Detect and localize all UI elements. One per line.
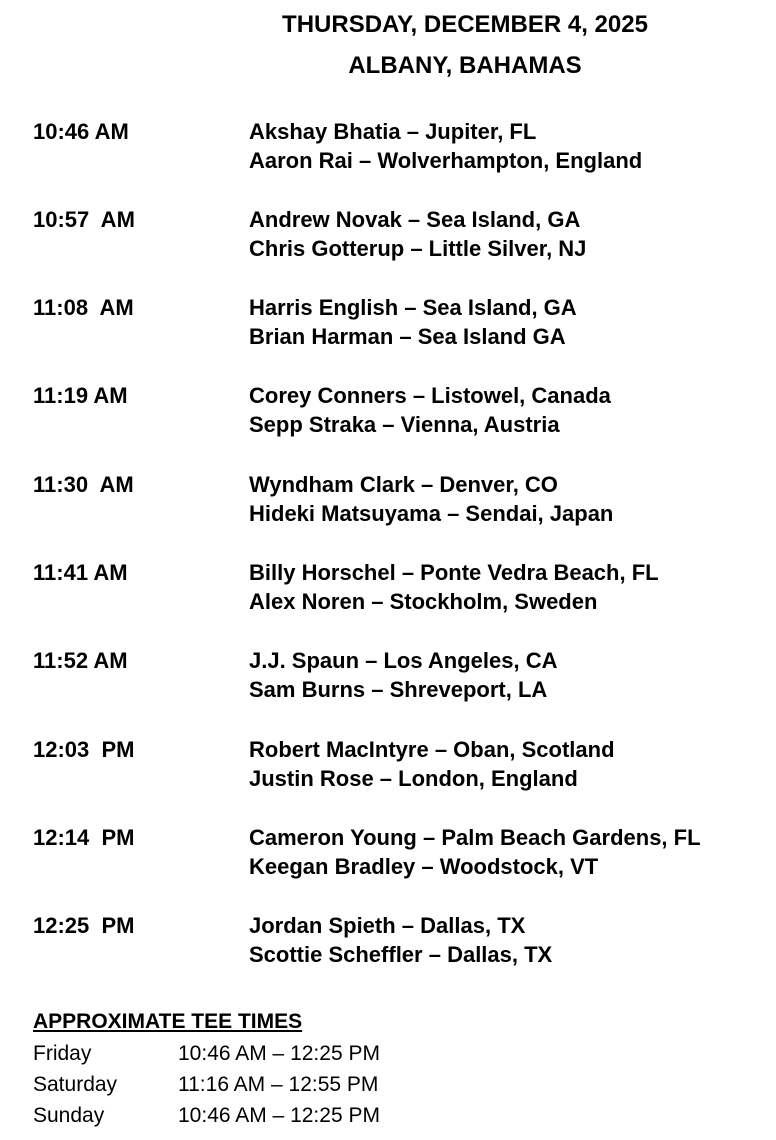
approximate-time-range: 10:46 AM – 12:25 PM (178, 1042, 380, 1065)
pairing-group (0, 293, 776, 353)
player-entry: Robert MacIntyre – Oban, Scotland (249, 737, 615, 762)
approximate-tee-time-row (0, 1070, 776, 1100)
tee-time: 12:03 PM (33, 737, 135, 762)
approximate-day: Saturday (33, 1073, 118, 1096)
pairing-group (0, 823, 776, 883)
pairing-group (0, 911, 776, 971)
schedule-date-heading: THURSDAY, DECEMBER 4, 2025 (282, 11, 648, 38)
player-entry: Sepp Straka – Vienna, Austria (249, 412, 560, 437)
pairing-group (0, 205, 776, 265)
player-entry: Chris Gotterup – Little Silver, NJ (249, 236, 587, 261)
tee-time: 11:41 AM (33, 560, 128, 585)
pairing-group (0, 117, 776, 177)
pairing-group (0, 381, 776, 441)
player-entry: Andrew Novak – Sea Island, GA (249, 207, 581, 232)
approximate-time-range: 10:46 AM – 12:25 PM (178, 1104, 380, 1127)
pairing-group (0, 558, 776, 618)
player-entry: Scottie Scheffler – Dallas, TX (249, 942, 553, 967)
player-entry: Cameron Young – Palm Beach Gardens, FL (249, 825, 701, 850)
player-entry: Jordan Spieth – Dallas, TX (249, 913, 526, 938)
player-entry: Keegan Bradley – Woodstock, VT (249, 854, 599, 879)
pairing-group (0, 735, 776, 795)
pairing-group (0, 470, 776, 530)
player-entry: Harris English – Sea Island, GA (249, 295, 577, 320)
player-entry: Justin Rose – London, England (249, 766, 578, 791)
tee-time: 11:08 AM (33, 295, 134, 320)
approximate-time-range: 11:16 AM – 12:55 PM (178, 1073, 379, 1096)
player-entry: Alex Noren – Stockholm, Sweden (249, 589, 598, 614)
schedule-location-heading: ALBANY, BAHAMAS (348, 52, 582, 79)
approximate-day: Friday (33, 1042, 92, 1065)
tee-time: 11:19 AM (33, 383, 128, 408)
player-entry: Sam Burns – Shreveport, LA (249, 677, 548, 702)
tee-time: 12:14 PM (33, 825, 135, 850)
player-entry: Billy Horschel – Ponte Vedra Beach, FL (249, 560, 659, 585)
player-entry: Brian Harman – Sea Island GA (249, 324, 566, 349)
tee-time: 11:52 AM (33, 648, 128, 673)
tee-time: 10:57 AM (33, 207, 135, 232)
player-entry: J.J. Spaun – Los Angeles, CA (249, 648, 558, 673)
tee-time: 11:30 AM (33, 472, 134, 497)
player-entry: Aaron Rai – Wolverhampton, England (249, 148, 643, 173)
pairing-group (0, 646, 776, 706)
tee-time: 10:46 AM (33, 119, 129, 144)
player-entry: Wyndham Clark – Denver, CO (249, 472, 558, 497)
approximate-day: Sunday (33, 1104, 105, 1127)
player-entry: Akshay Bhatia – Jupiter, FL (249, 119, 537, 144)
player-entry: Corey Conners – Listowel, Canada (249, 383, 611, 408)
approximate-tee-times-heading: APPROXIMATE TEE TIMES (33, 1010, 303, 1033)
player-entry: Hideki Matsuyama – Sendai, Japan (249, 501, 614, 526)
approximate-tee-time-row (0, 1101, 776, 1131)
approximate-tee-time-row (0, 1039, 776, 1069)
tee-time: 12:25 PM (33, 913, 135, 938)
